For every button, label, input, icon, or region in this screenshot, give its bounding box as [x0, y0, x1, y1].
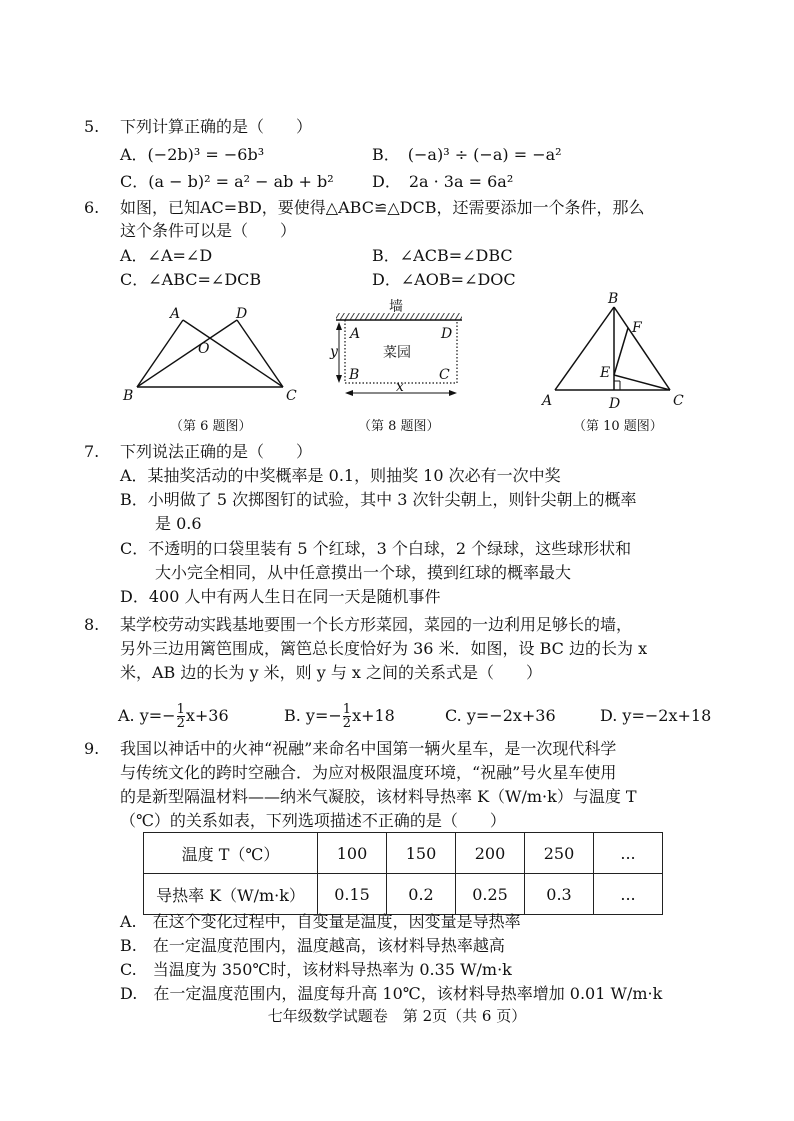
- fig6-label-b: B: [123, 388, 134, 404]
- q7-option-b-line1: B．小明做了 5 次掷图钉的试验，其中 3 次针尖朝上，则针尖朝上的概率: [120, 490, 637, 509]
- fig6-segment-ba: [137, 320, 183, 387]
- q7-option-c-line2: 大小完全相同，从中任意摸出一个球，摸到红球的概率最大: [155, 563, 572, 582]
- fig10-label-a: A: [542, 393, 553, 409]
- q8-number: 8.: [84, 615, 100, 634]
- q9-option-b: B. 在一定温度范围内，温度越高，该材料导热率越高: [120, 936, 505, 955]
- q8-option-a-fraction: [177, 703, 185, 730]
- q6-option-b: B．∠ACB=∠DBC: [372, 246, 513, 265]
- fig10-caption: （第 10 题图）: [573, 419, 663, 434]
- table-cell: ...: [594, 833, 663, 874]
- q8-option-a-denominator: 2: [176, 716, 185, 731]
- q8-option-b-suffix: x+18: [352, 706, 395, 725]
- table-cell: 100: [318, 833, 387, 874]
- table-cell: 150: [387, 833, 456, 874]
- q9-number: 9.: [84, 739, 100, 758]
- fig6-label-c: C: [286, 388, 297, 404]
- fig6-segment-bd: [137, 320, 237, 387]
- q8-option-a-suffix: x+36: [185, 706, 229, 725]
- q9-stem-line4: （℃）的关系如表，下列选项描述不正确的是（ ）: [120, 811, 506, 830]
- q7-number: 7.: [84, 442, 100, 461]
- fig10-label-e: E: [600, 365, 611, 381]
- q9-stem-line2: 与传统文化的跨时空融合．为应对极限温度环境，“祝融”号火星车使用: [120, 763, 617, 782]
- q8-option-b: [284, 703, 395, 730]
- fig8-label-a: A: [350, 326, 361, 342]
- fig6-label-a: A: [170, 306, 181, 322]
- fig8-caption: （第 8 题图）: [358, 419, 440, 434]
- q8-option-c: C. y=−2x+36: [445, 706, 556, 725]
- fig10-label-d: D: [609, 396, 621, 412]
- fig6-segment-dc: [237, 320, 283, 387]
- q8-option-b-fraction: [343, 703, 351, 730]
- q6-number: 6.: [84, 198, 100, 217]
- table-row: [144, 833, 663, 874]
- q8-stem-line3: 米，AB 边的长为 y 米，则 y 与 x 之间的关系式是（ ）: [120, 663, 543, 682]
- q9-option-c: C. 当温度为 350℃时，该材料导热率为 0.35 W/m·k: [120, 960, 512, 979]
- q8-option-a-numerator: 1: [176, 702, 185, 717]
- fig8-label-c: C: [439, 367, 450, 383]
- fig6-label-d: D: [236, 306, 248, 322]
- q9-data-table: [143, 832, 663, 915]
- q7-option-a: A．某抽奖活动的中奖概率是 0.1，则抽奖 10 次必有一次中奖: [120, 466, 561, 485]
- q6-option-c: C．∠ABC=∠DCB: [120, 270, 262, 289]
- q6-option-a: A．∠A=∠D: [120, 246, 213, 265]
- q9-stem-line1: 我国以神话中的火神“祝融”来命名中国第一辆火星车，是一次现代科学: [120, 739, 617, 758]
- q8-option-a: [118, 703, 229, 730]
- q7-stem: 下列说法正确的是（ ）: [120, 442, 313, 461]
- figures-canvas: [0, 0, 794, 440]
- q6-option-d: D．∠AOB=∠DOC: [372, 270, 516, 289]
- table-cell: 0.2: [387, 874, 456, 915]
- fig8-label-d: D: [441, 326, 453, 342]
- q6-stem-line1: 如图，已知AC=BD，要使得△ABC≌△DCB，还需要添加一个条件，那么: [120, 198, 645, 217]
- q6-stem-line2: 这个条件可以是（ ）: [120, 221, 297, 240]
- q7-option-d: D．400 人中有两人生日在同一天是随机事件: [120, 587, 441, 606]
- q8-option-b-numerator: 1: [342, 702, 352, 717]
- fig8-x-arrowhead-right: [449, 390, 457, 396]
- table-cell: 0.3: [525, 874, 594, 915]
- fig10-label-f: F: [632, 320, 642, 336]
- q8-option-b-denominator: 2: [342, 716, 352, 731]
- q5-option-b: B． (−a)³ ÷ (−a) = −a²: [372, 145, 562, 164]
- table-cell-header-conductivity: 导热率 K（W/m·k）: [144, 874, 318, 915]
- q9-option-d: D. 在一定温度范围内，温度每升高 10℃，该材料导热率增加 0.01 W/m·k: [120, 984, 663, 1003]
- figure-q10: [555, 307, 670, 390]
- fig8-label-x: x: [396, 379, 404, 395]
- fig8-y-arrowhead-top: [336, 322, 342, 330]
- q8-option-a-prefix: A. y=−: [118, 706, 176, 725]
- fig8-garden-label: 菜园: [383, 345, 411, 361]
- q7-option-b-line2: 是 0.6: [155, 514, 202, 533]
- table-cell: 0.15: [318, 874, 387, 915]
- table-cell: ...: [594, 874, 663, 915]
- q5-stem: 下列计算正确的是（ ）: [120, 117, 313, 136]
- fig6-label-o: O: [198, 341, 210, 357]
- q5-option-c: C．(a − b)² = a² − ab + b²: [120, 172, 334, 191]
- q5-option-d: D． 2a · 3a = 6a²: [372, 172, 514, 191]
- fig10-segment-fe: [614, 328, 628, 375]
- fig6-caption: （第 6 题图）: [170, 419, 252, 434]
- table-cell: 250: [525, 833, 594, 874]
- page-footer: 七年级数学试题卷 第 2页（共 6 页）: [267, 1007, 527, 1025]
- q8-option-d: D. y=−2x+18: [600, 706, 712, 725]
- fig8-y-arrowhead-bottom: [336, 375, 342, 383]
- table-cell: 0.25: [456, 874, 525, 915]
- table-cell: 200: [456, 833, 525, 874]
- q8-option-b-prefix: B. y=−: [284, 706, 342, 725]
- q5-number: 5.: [84, 117, 100, 136]
- fig10-label-c: C: [673, 393, 684, 409]
- fig10-label-b: B: [608, 291, 619, 307]
- q8-stem-line2: 另外三边用篱笆围成，篱笆总长度恰好为 36 米．如图，设 BC 边的长为 x: [120, 639, 648, 658]
- q5-option-a: A．(−2b)³ = −6b³: [120, 145, 265, 164]
- q9-option-a: A. 在这个变化过程中，自变量是温度，因变量是导热率: [120, 912, 521, 931]
- fig8-label-y: y: [330, 344, 338, 360]
- table-row: [144, 874, 663, 915]
- q7-option-c-line1: C．不透明的口袋里装有 5 个红球，3 个白球，2 个绿球，这些球形状和: [120, 539, 632, 558]
- table-cell-header-temperature: 温度 T（℃）: [144, 833, 318, 874]
- fig8-x-arrowhead-left: [345, 390, 353, 396]
- q9-stem-line3: 的是新型隔温材料——纳米气凝胶，该材料导热率 K（W/m·k）与温度 T: [120, 787, 637, 806]
- fig8-wall-label: 墙: [389, 299, 403, 315]
- q8-stem-line1: 某学校劳动实践基地要围一个长方形菜园，菜园的一边利用足够长的墙，: [120, 615, 633, 634]
- figure-q6: [137, 320, 283, 387]
- fig8-label-b: B: [349, 367, 360, 383]
